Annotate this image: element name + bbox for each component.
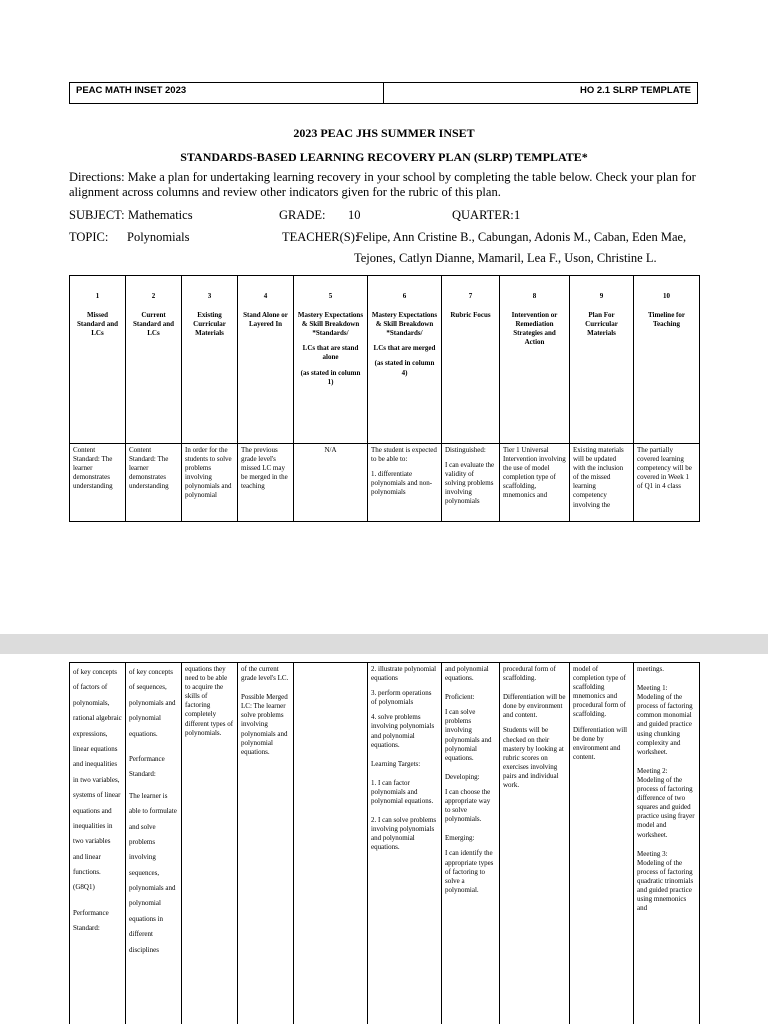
document-header-box <box>69 82 698 104</box>
column-header: 4 Stand Alone or Layered In <box>238 276 294 444</box>
subject-value: Mathematics <box>128 208 193 222</box>
table-cell: equations they need to be able to acquire the skills of factoring completely different types of polynomials. <box>182 663 238 1024</box>
table-cell: procedural form of scaffolding. Differentiation will be done by environment and content. Students will be checked on their mastery by looking at rubric scores on exercises involving pairs and individual work. <box>500 663 570 1024</box>
document-page-2 <box>0 654 768 1024</box>
teachers-line-1: Felipe, Ann Cristine B., Cabungan, Adonis M., Caban, Eden Mae, <box>356 230 687 244</box>
table-cell: The partially covered learning competency will be covered in Week 1 of Q1 in 4 class <box>634 444 700 522</box>
table-header-row <box>70 276 700 444</box>
grade-value: 10 <box>348 208 361 222</box>
table-cell: of key concepts of sequences, polynomials and polynomial equations. Performance Standard: The learner is able to formulate and solve problems involving sequences, polynomials and polynomial equations in different disciplines <box>126 663 182 1024</box>
column-header: 7 Rubric Focus <box>442 276 500 444</box>
slrp-table-continued <box>69 662 700 1024</box>
directions-text: Directions: Make a plan for undertaking learning recovery in your school by completing the table below. Check your plan for alignment across columns and review other indicators given for the rubric of this plan. <box>69 170 696 199</box>
column-header: 5 Mastery Expectations & Skill Breakdown *Standards/ LCs that are stand alone (as stated in column 1) <box>294 276 368 444</box>
table-cell: Content Standard: The learner demonstrates understanding <box>70 444 126 522</box>
table-cell: Distinguished: I can evaluate the validity of solving problems involving polynomials <box>442 444 500 522</box>
table-cell: 2. illustrate polynomial equations 3. perform operations of polynomials 4. solve problems involving polynomials and polynomial equations. Learning Targets: 1. I can factor polynomials and polynomial equations. 2. I can solve problems involving polynomials and polynomial equations. <box>368 663 442 1024</box>
table-row <box>70 663 700 1024</box>
quarter-value: 1 <box>514 208 521 222</box>
header-left-cell: PEAC MATH INSET 2023 <box>70 83 384 103</box>
table-cell: The previous grade level's missed LC may be merged in the teaching <box>238 444 294 522</box>
table-cell: of the current grade level's LC. Possible Merged LC: The learner solve problems involving polynomials and polynomial equations. <box>238 663 294 1024</box>
table-cell: meetings. Meeting 1: Modeling of the process of factoring common monomial and guided practice using chunking complexity and worksheet. Meeting 2: Modeling of the process of factoring difference of two squares and guided practice using frayer model and worksheet. Meeting 3: Modeling of the process of factoring quadratic trinomials and guided practice using mnemonics and <box>634 663 700 1024</box>
column-header: 1 Missed Standard and LCs <box>70 276 126 444</box>
table-cell: In order for the students to solve problems involving polynomials and polynomial <box>182 444 238 522</box>
table-cell: Existing materials will be updated with the inclusion of the missed learning competency involving the <box>570 444 634 522</box>
table-cell: Tier 1 Universal Intervention involving the use of model completion type of scaffolding, mnemonics and <box>500 444 570 522</box>
quarter-label: QUARTER: <box>452 208 514 222</box>
column-header: 3 Existing Curricular Materials <box>182 276 238 444</box>
document-title: 2023 PEAC JHS SUMMER INSET <box>293 126 475 140</box>
column-header: 10 Timeline for Teaching <box>634 276 700 444</box>
table-cell: Content Standard: The learner demonstrates understanding <box>126 444 182 522</box>
table-cell: The student is expected to be able to: 1. differentiate polynomials and non-polynomials <box>368 444 442 522</box>
table-row <box>70 444 700 522</box>
table-cell: and polynomial equations. Proficient: I can solve problems involving polynomials and polynomial equations. Developing: I can choose the appropriate way to solve polynomials. Emerging: I can identify the appropriate types of factoring to solve a polynomial. <box>442 663 500 1024</box>
header-right-cell: HO 2.1 SLRP TEMPLATE <box>579 85 691 96</box>
topic-label: TOPIC: <box>69 230 109 244</box>
table-cell <box>294 663 368 1024</box>
column-header: 9 Plan For Curricular Materials <box>570 276 634 444</box>
table-cell: model of completion type of scaffolding mnemonics and procedural form of scaffolding. Differentiation will be done by environment and content. <box>570 663 634 1024</box>
document-subtitle: STANDARDS-BASED LEARNING RECOVERY PLAN (SLRP) TEMPLATE* <box>180 150 588 164</box>
column-header: 2 Current Standard and LCs <box>126 276 182 444</box>
grade-label: GRADE: <box>279 208 326 222</box>
column-header: 6 Mastery Expectations & Skill Breakdown *Standards/ LCs that are merged (as stated in column 4) <box>368 276 442 444</box>
column-header: 8 Intervention or Remediation Strategies and Action <box>500 276 570 444</box>
table-cell: N/A <box>294 444 368 522</box>
slrp-table <box>69 275 700 522</box>
teachers-line-2: Tejones, Catlyn Dianne, Mamaril, Lea F., Uson, Christine L. <box>354 251 657 265</box>
teachers-label: TEACHER(S): <box>282 230 359 244</box>
subject-label: SUBJECT: <box>69 208 125 222</box>
topic-value: Polynomials <box>127 230 190 244</box>
table-cell: of key concepts of factors of polynomials, rational algebraic expressions, linear equations and inequalities in two variables, systems of linear equations and inequalities in two variables and linear functions. (G8Q1) Performance Standard: <box>70 663 126 1024</box>
